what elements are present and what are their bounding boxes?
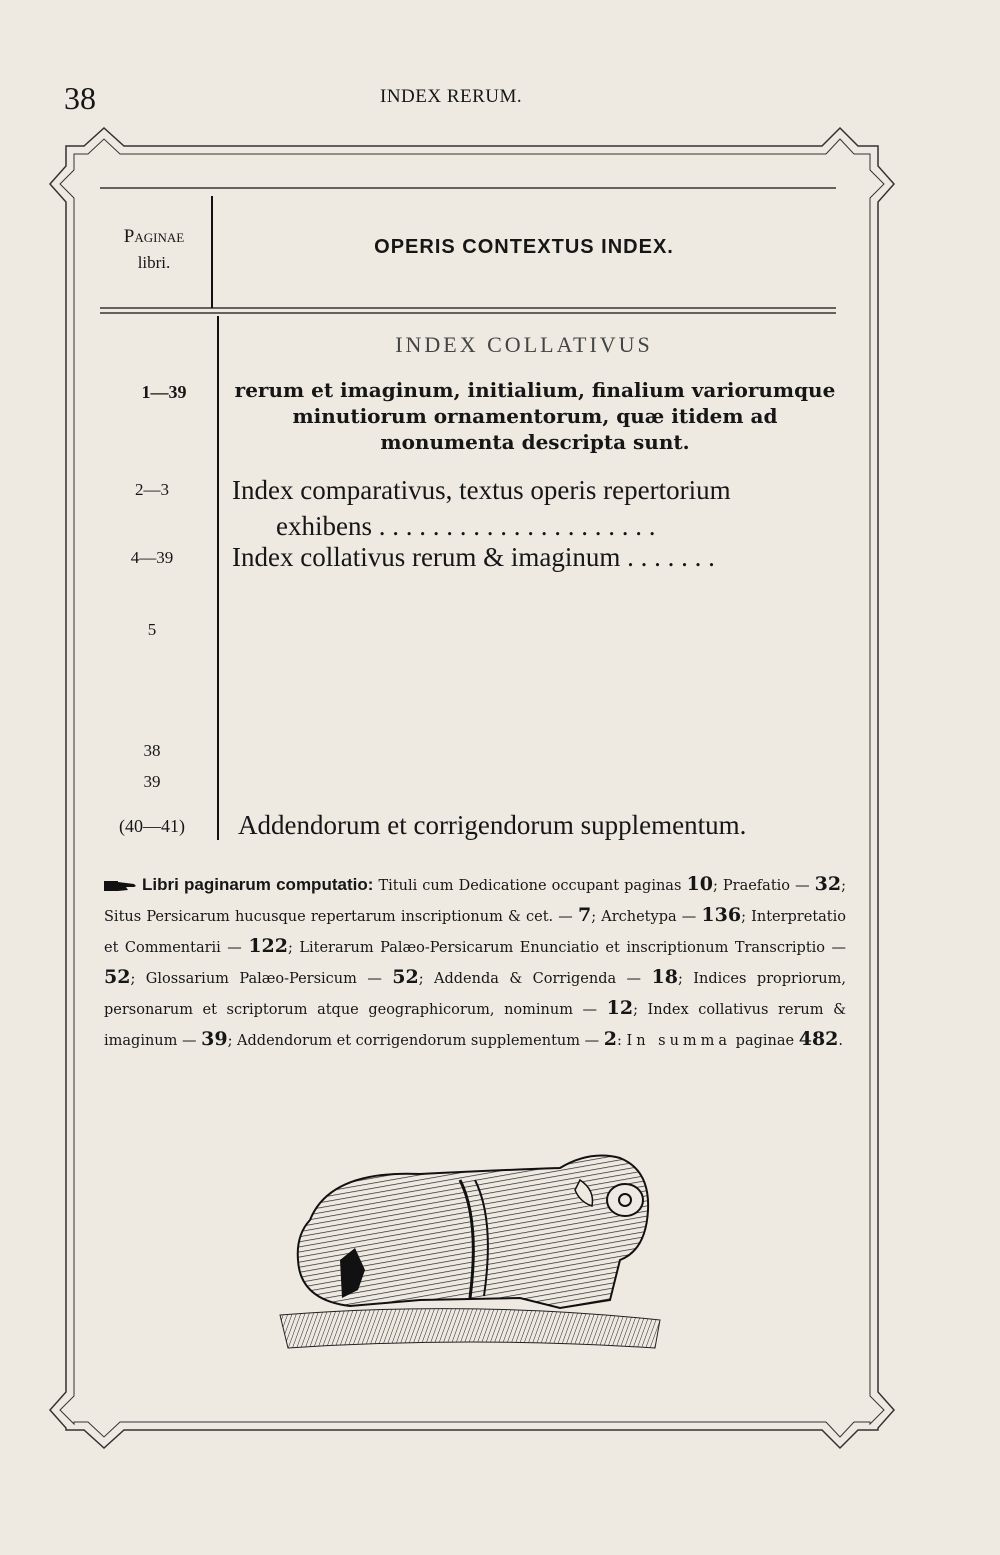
page-range: 39 bbox=[143, 772, 161, 791]
note-lead: Libri paginarum computatio: bbox=[142, 875, 374, 894]
section-title: INDEX COLLATIVUS bbox=[395, 332, 653, 357]
page-count-note: Libri paginarum computatio: Tituli cum Dedicatione occupant paginas 10; Praefatio — 32; Situs Persicarum hucusque repertarum inscriptionum & cet. — 7; Archetypa — 136; Interpretatio et Commentarii — 122; Literarum Palæo-Persicarum Enunciatio et inscriptionum Transcriptio — 52; Glossarium Palæo-Persicum — 52; Addenda & Corrigenda — 18; Indices propriorum, personarum et scriptorum atque geographicorum, nominum — 12; Index collativus rerum & imaginum — 39; Addendorum et corrigendorum supplementum — 2: In summa paginae 482. bbox=[104, 873, 847, 1050]
bull-sculpture-engraving bbox=[270, 1140, 670, 1360]
page-range: 5 bbox=[147, 620, 157, 639]
column-header-pages-line1: Paginae bbox=[123, 226, 185, 247]
total-pages: 482 bbox=[798, 1028, 839, 1050]
page-range: 1—39 bbox=[141, 382, 187, 402]
page-range: 2—3 bbox=[135, 480, 169, 499]
entry-text: Index collativus rerum & imaginum . . . . . . . bbox=[232, 542, 715, 572]
entry-text: rerum et imaginum, initialium, finalium variorumque minutiorum ornamentorum, quæ itidem ad monumenta descripta sunt. bbox=[234, 378, 836, 454]
entry-text bbox=[232, 472, 838, 544]
entry-text: Addendorum et corrigendorum supplementum. bbox=[238, 810, 747, 840]
column-header-contents: OPERIS CONTEXTUS INDEX. bbox=[374, 236, 674, 258]
running-head: INDEX RERUM. bbox=[380, 86, 523, 107]
entry-text-line1: Index comparativus, textus operis repertorium bbox=[232, 475, 731, 505]
column-header-pages-line2: libri. bbox=[137, 253, 171, 272]
entry-text-line2: exhibens . . . . . . . . . . . . . . . . . . . . . bbox=[276, 511, 656, 541]
pointing-hand-icon bbox=[104, 879, 138, 893]
in-summa: In summa bbox=[626, 1033, 732, 1049]
page-range: 38 bbox=[143, 741, 161, 760]
page-range: 4—39 bbox=[130, 548, 174, 567]
page-range: (40—41) bbox=[119, 816, 185, 836]
column-header-pages bbox=[100, 224, 208, 276]
page-number: 38 bbox=[64, 80, 96, 116]
